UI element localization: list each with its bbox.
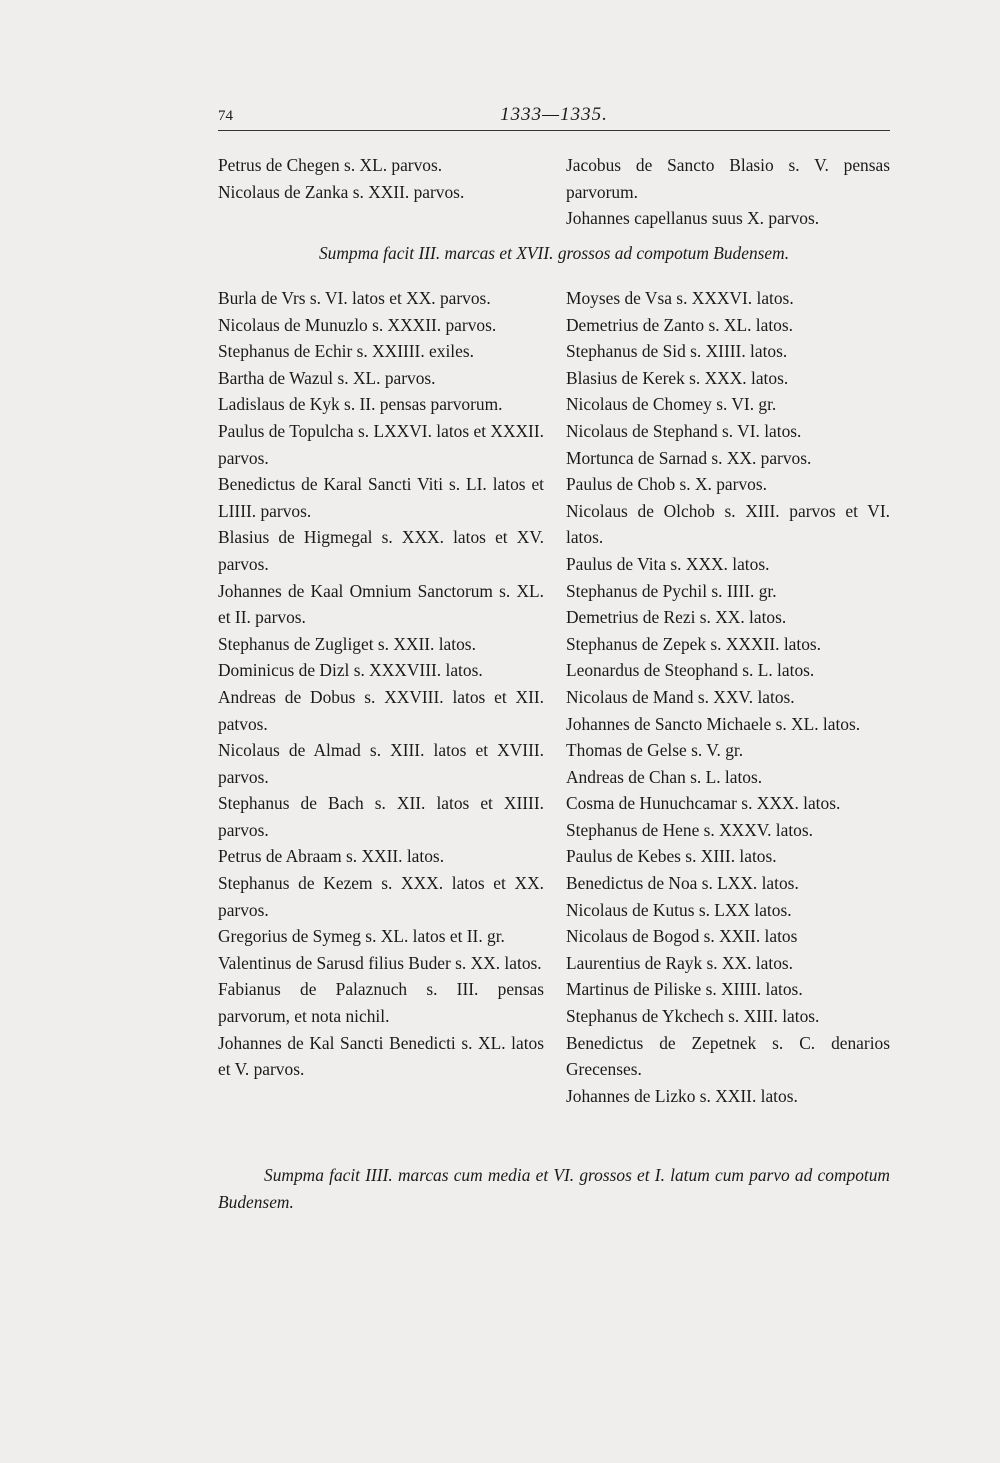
entry: Nicolaus de Stephand s. VI. latos.	[566, 420, 802, 441]
entry: Stephanus de Echir s. XXIIII. exiles.	[218, 341, 474, 362]
entry: Johannes de Kal Sancti Benedicti s. XL. latos et V. parvos.	[218, 1032, 544, 1080]
entry: Johannes capellanus suus X. parvos.	[566, 208, 820, 229]
entry: Gregorius de Symeg s. XL. latos et II. gr.	[218, 926, 505, 947]
entry: Moyses de Vsa s. XXXVI. latos.	[566, 288, 794, 308]
sum-line-2: Sumpma facit IIII. marcas cum media et VI. grossos et I. latum cum parvo ad compotum Budensem.	[218, 1165, 890, 1212]
entry: Stephanus de Zepek s. XXXII. latos.	[566, 633, 822, 654]
entry: Johannes de Kaal Omnium Sanctorum s. XL. et II. parvos.	[218, 580, 544, 628]
header-rule	[218, 130, 890, 131]
entry: Nicolaus de Munuzlo s. XXXII. parvos.	[218, 314, 497, 335]
entry: Stephanus de Pychil s. IIII. gr.	[566, 580, 777, 601]
entry: Johannes de Lizko s. XXII. latos.	[566, 1085, 798, 1106]
entry: Paulus de Chob s. X. parvos.	[566, 474, 767, 495]
section1-left-column	[218, 152, 544, 205]
entry: Dominicus de Dizl s. XXXVIII. latos.	[218, 660, 483, 681]
entry: Nicolaus de Bogod s. XXII. latos	[566, 926, 798, 947]
entry: Demetrius de Rezi s. XX. latos.	[566, 607, 787, 628]
entry: Paulus de Kebes s. XIII. latos.	[566, 846, 777, 867]
entry: Ladislaus de Kyk s. II. pensas parvorum.	[218, 394, 503, 415]
section1-right-column	[566, 152, 890, 232]
entry: Leonardus de Steophand s. L. latos.	[566, 660, 815, 681]
entry: Petrus de Chegen s. XL. parvos.	[218, 155, 443, 175]
entry: Martinus de Piliske s. XIIII. latos.	[566, 979, 803, 1000]
section2-right-column	[566, 285, 890, 1109]
entry: Paulus de Vita s. XXX. latos.	[566, 553, 770, 574]
entry: Nicolaus de Chomey s. VI. gr.	[566, 394, 777, 415]
entry: Johannes de Sancto Michaele s. XL. latos.	[566, 713, 861, 734]
entry: Blasius de Kerek s. XXX. latos.	[566, 367, 789, 388]
entry: Nicolaus de Kutus s. LXX latos.	[566, 899, 792, 920]
entry: Laurentius de Rayk s. XX. latos.	[566, 952, 794, 973]
entry: Stephanus de Bach s. XII. latos et XIIII. parvos.	[218, 793, 544, 840]
entry: Benedictus de Karal Sancti Viti s. LI. latos et LIIII. parvos.	[218, 474, 544, 521]
entry: Nicolaus de Olchob s. XIII. parvos et VI. latos.	[566, 500, 890, 548]
entry: Andreas de Chan s. L. latos.	[566, 766, 763, 787]
entry: Fabianus de Palaznuch s. III. pensas parvorum, et nota nichil.	[218, 979, 544, 1027]
entry: Stephanus de Sid s. XIIII. latos.	[566, 341, 788, 362]
entry: Andreas de Dobus s. XXVIII. latos et XII. patvos.	[218, 686, 544, 734]
entry: Valentinus de Sarusd filius Buder s. XX. latos.	[218, 952, 542, 973]
entry: Paulus de Topulcha s. LXXVI. latos et XXXII. parvos.	[218, 420, 544, 468]
entry: Stephanus de Kezem s. XXX. latos et XX. parvos.	[218, 873, 544, 920]
entry: Bartha de Wazul s. XL. parvos.	[218, 367, 436, 388]
entry: Stephanus de Ykchech s. XIII. latos.	[566, 1006, 820, 1027]
entry: Stephanus de Zugliget s. XXII. latos.	[218, 633, 476, 654]
entry: Demetrius de Zanto s. XL. latos.	[566, 314, 793, 335]
sum-line-1: Sumpma facit III. marcas et XVII. grossos ad compotum Budensem.	[318, 243, 790, 263]
entry: Benedictus de Noa s. LXX. latos.	[566, 873, 799, 894]
entry: Thomas de Gelse s. V. gr.	[566, 740, 744, 761]
page-number: 74	[218, 108, 233, 124]
section2-left-column	[218, 285, 544, 1083]
entry: Nicolaus de Mand s. XXV. latos.	[566, 686, 795, 707]
entry: Nicolaus de Zanka s. XXII. parvos.	[218, 181, 465, 202]
running-title: 1333—1335.	[500, 104, 608, 125]
entry: Nicolaus de Almad s. XIII. latos et XVIII. parvos.	[218, 740, 544, 787]
entry: Blasius de Higmegal s. XXX. latos et XV. parvos.	[218, 527, 544, 574]
entry: Jacobus de Sancto Blasio s. V. pensas parvorum.	[566, 155, 890, 202]
entry: Mortunca de Sarnad s. XX. parvos.	[566, 447, 812, 468]
entry: Burla de Vrs s. VI. latos et XX. parvos.	[218, 288, 491, 308]
page-header	[218, 104, 890, 130]
entry: Benedictus de Zepetnek s. C. denarios Grecenses.	[566, 1032, 890, 1080]
entry: Cosma de Hunuchcamar s. XXX. latos.	[566, 793, 841, 814]
entry: Stephanus de Hene s. XXXV. latos.	[566, 819, 813, 840]
entry: Petrus de Abraam s. XXII. latos.	[218, 846, 445, 867]
